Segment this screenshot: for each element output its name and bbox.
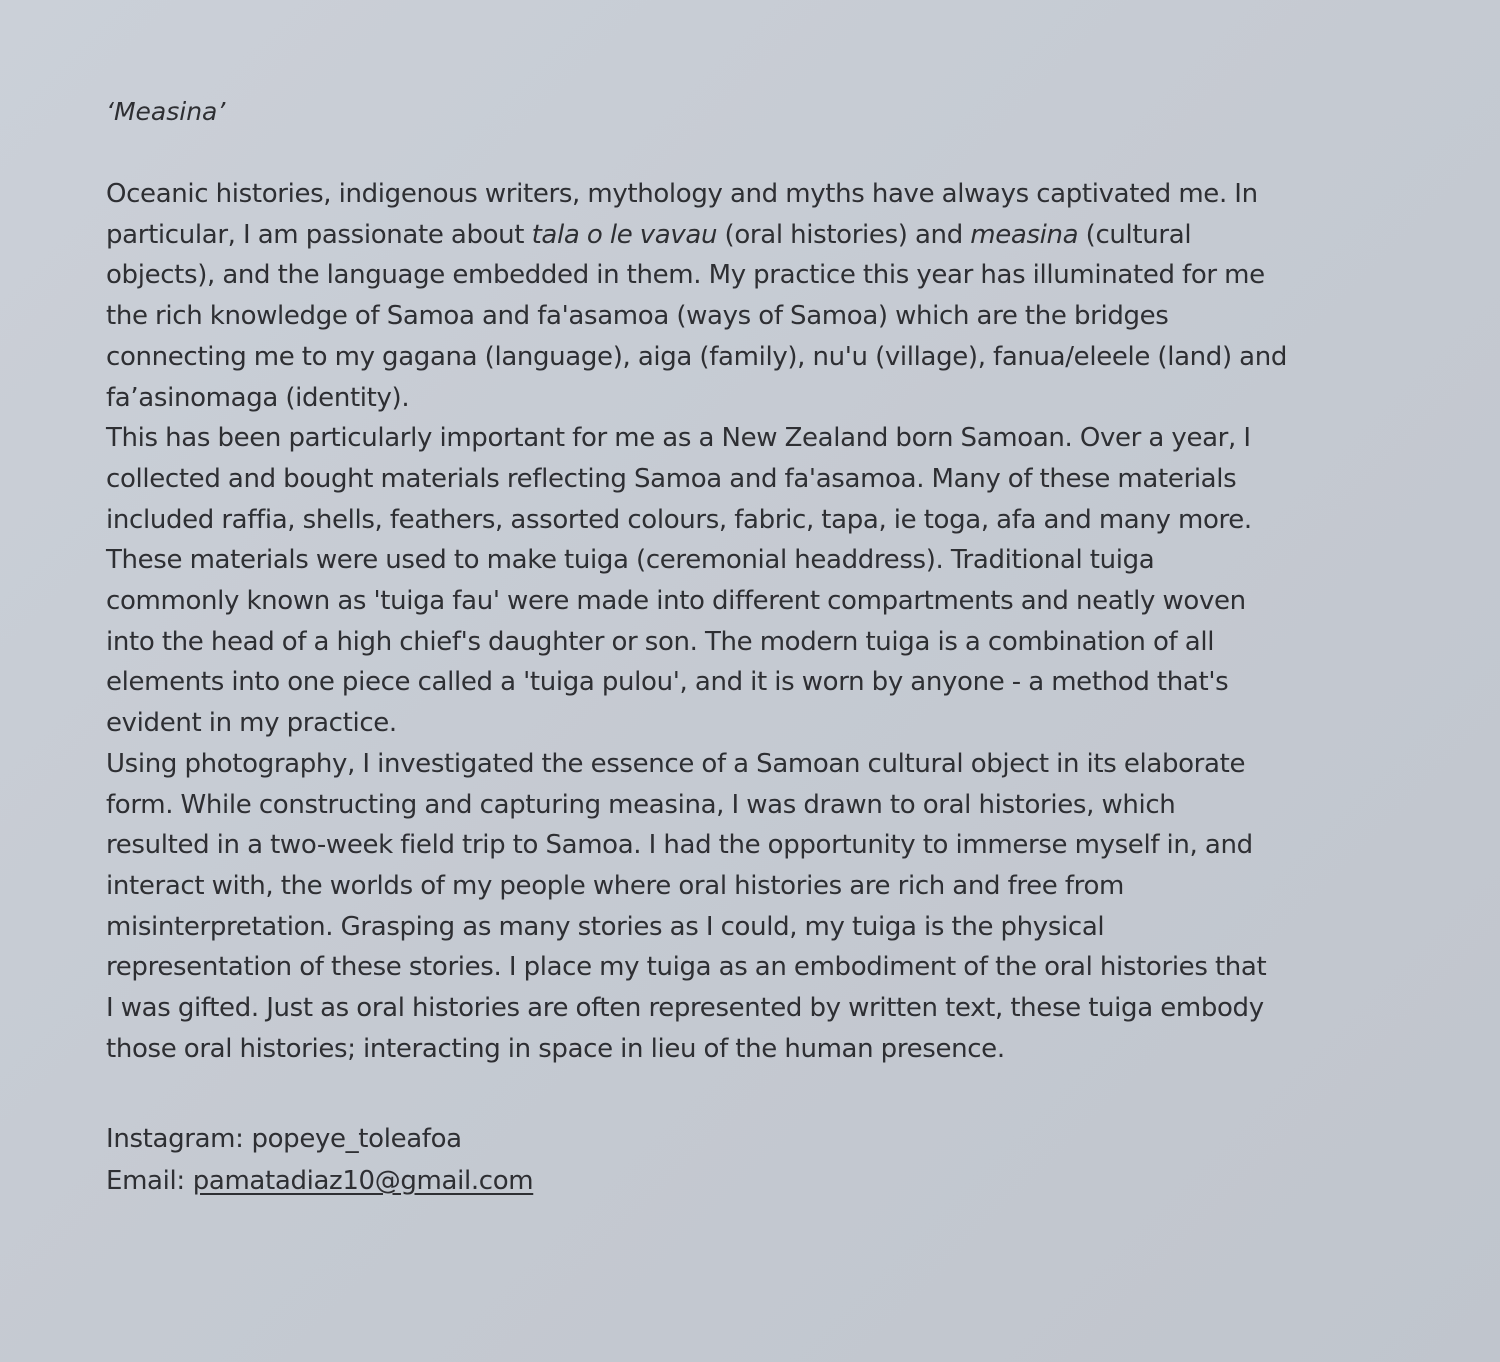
text-line: [106, 662, 1396, 703]
text-segment: misinterpretation. Grasping as many stories as I could, my tuiga is the physical: [106, 911, 1105, 942]
body-text: [106, 174, 1396, 1069]
text-line: [106, 581, 1396, 622]
text-segment: elements into one piece called a 'tuiga pulou', and it is worn by anyone - a method that's: [106, 667, 1229, 698]
text-segment: evident in my practice.: [106, 708, 397, 739]
text-segment: I was gifted. Just as oral histories are often represented by written text, these tuiga embody: [106, 993, 1264, 1024]
text-line: [106, 622, 1396, 663]
text-line: [106, 947, 1396, 988]
text-segment: form. While constructing and capturing measina, I was drawn to oral histories, which: [106, 789, 1176, 820]
email-label: Email:: [106, 1166, 193, 1196]
instagram-label: Instagram:: [106, 1124, 252, 1154]
text-line: [106, 500, 1396, 541]
text-segment: Oceanic histories, indigenous writers, mythology and myths have always captivated me. In: [106, 179, 1258, 209]
text-segment: These materials were used to make tuiga (ceremonial headdress). Traditional tuiga: [106, 545, 1155, 576]
text-segment: This has been particularly important for me as a New Zealand born Samoan. Over a year, I: [106, 423, 1251, 454]
text-segment: representation of these stories. I place my tuiga as an embodiment of the oral histories that: [106, 952, 1267, 983]
text-segment: resulted in a two-week field trip to Samoa. I had the opportunity to immerse myself in, and: [106, 830, 1253, 861]
text-segment: interact with, the worlds of my people where oral histories are rich and free from: [106, 870, 1124, 901]
contact-block: [106, 1118, 533, 1202]
email-row: [106, 1160, 533, 1202]
text-segment: included raffia, shells, feathers, assorted colours, fabric, tapa, ie toga, afa and many more.: [106, 504, 1252, 535]
italic-term: tala o le vavau: [531, 219, 718, 250]
text-line: [106, 378, 1396, 419]
text-segment: those oral histories; interacting in space in lieu of the human presence.: [106, 1033, 1005, 1064]
text-line: [106, 174, 1396, 215]
instagram-row: [106, 1118, 533, 1160]
text-segment: objects), and the language embedded in them. My practice this year has illuminated for me: [106, 260, 1265, 291]
text-line: [106, 1029, 1396, 1070]
text-line: [106, 215, 1396, 256]
text-segment: fa’asinomaga (identity).: [106, 382, 410, 413]
text-line: [106, 825, 1396, 866]
text-segment: commonly known as 'tuiga fau' were made into different compartments and neatly woven: [106, 586, 1246, 617]
text-segment: (oral histories) and: [717, 219, 971, 250]
instagram-handle: popeye_toleafoa: [251, 1124, 462, 1154]
document-title: ‘Measina’: [106, 97, 226, 126]
text-line: [106, 418, 1396, 459]
text-segment: connecting me to my gagana (language), aiga (family), nu'u (village), fanua/eleele (land) and: [106, 341, 1288, 372]
text-line: [106, 255, 1396, 296]
text-line: [106, 540, 1396, 581]
text-line: [106, 296, 1396, 337]
text-segment: into the head of a high chief's daughter or son. The modern tuiga is a combination of all: [106, 626, 1215, 657]
text-line: [106, 785, 1396, 826]
text-segment: particular, I am passionate about: [106, 219, 532, 250]
text-line: [106, 907, 1396, 948]
text-line: [106, 337, 1396, 378]
italic-term: measina: [970, 219, 1079, 250]
email-link[interactable]: pamatadiaz10@gmail.com: [192, 1166, 534, 1196]
text-line: [106, 866, 1396, 907]
text-segment: the rich knowledge of Samoa and fa'asamoa (ways of Samoa) which are the bridges: [106, 301, 1169, 332]
text-line: [106, 744, 1396, 785]
text-line: [106, 703, 1396, 744]
text-segment: collected and bought materials reflecting Samoa and fa'asamoa. Many of these materials: [106, 463, 1237, 494]
text-line: [106, 988, 1396, 1029]
text-segment: (cultural: [1078, 219, 1192, 250]
text-line: [106, 459, 1396, 500]
text-segment: Using photography, I investigated the essence of a Samoan cultural object in its elaborate: [106, 748, 1246, 779]
